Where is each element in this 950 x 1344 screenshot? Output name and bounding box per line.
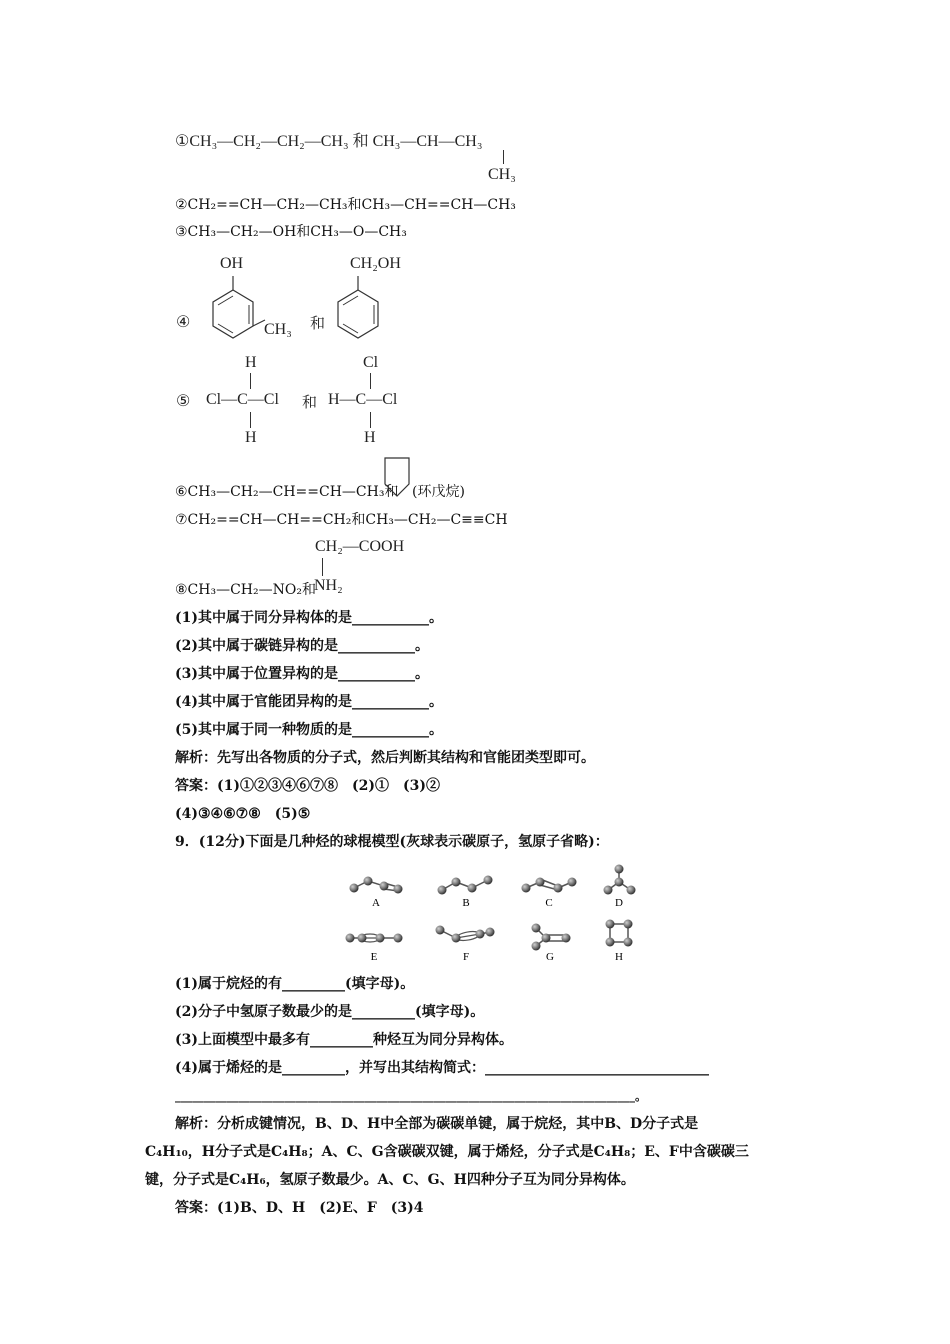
model-label-e: E — [370, 951, 378, 963]
formula-5-bond-tl — [250, 373, 251, 389]
formula-4-oh: OH — [220, 255, 244, 272]
formula-5-bond-tr — [370, 373, 371, 389]
formula-5-top-left: H — [245, 354, 257, 371]
formula-6-note: (环戊烷) — [412, 484, 465, 500]
model-d-icon — [604, 865, 636, 895]
q9-title: 9．(12分)下面是几种烃的球棍模型(灰球表示碳原子，氢原子省略)： — [175, 834, 609, 850]
model-label-d: D — [615, 897, 623, 909]
formula-7: ⑦CH₂==CH—CH==CH₂和CH₃—CH₂—C≡≡CH — [175, 512, 508, 528]
q8-item-2: (2)其中属于碳链异构的是___________。 — [175, 638, 429, 654]
q8-item-1: (1)其中属于同分异构体的是___________。 — [175, 610, 443, 626]
formula-5-number: ⑤ — [176, 393, 191, 410]
q8-item-5: (5)其中属于同一种物质的是___________。 — [175, 722, 443, 738]
formula-4-number: ④ — [176, 314, 191, 331]
formula-8-top: CH₂—COOH — [315, 538, 405, 555]
q9-analysis-2: C₄H₁₀，H分子式是C₄H₈；A、C、G含碳碳双键，属于烯烃，分子式是C₄H₈；E、F中含碳碳三 — [145, 1144, 749, 1160]
model-b-icon — [438, 876, 493, 895]
q9-blank-line: ________________________________________________________________________________。 — [175, 1089, 647, 1103]
model-label-g: G — [546, 951, 554, 963]
formula-4-ch3: CH₃ — [264, 321, 292, 338]
q8-item-4: (4)其中属于官能团异构的是___________。 — [175, 694, 443, 710]
q8-answer-2: (4)③④⑥⑦⑧ (5)⑤ — [175, 806, 311, 822]
formula-8: ⑧CH₃—CH₂—NO₂和 — [175, 582, 316, 598]
model-e-icon — [346, 934, 403, 943]
formula-2: ②CH₂==CH—CH₂—CH₃和CH₃—CH==CH—CH₃ — [175, 197, 516, 213]
model-label-b: B — [462, 897, 470, 909]
formula-4-and: 和 — [310, 316, 326, 332]
formula-6: ⑥CH₃—CH₂—CH==CH—CH₃和 — [175, 484, 399, 500]
q9-analysis-1: 解析：分析成键情况，B、D、H中全部为碳碳单键，属于烷烃，其中B、D分子式是 — [175, 1116, 699, 1132]
model-g-icon — [532, 924, 571, 951]
model-label-c: C — [545, 897, 553, 909]
cyclopentane-icon — [382, 456, 412, 500]
formula-8-bond — [322, 558, 323, 576]
formula-1-branch: CH₃ — [488, 166, 516, 183]
formula-5-bottom-left: H — [245, 429, 257, 446]
model-a-icon — [350, 877, 403, 894]
q8-item-3: (3)其中属于位置异构的是___________。 — [175, 666, 429, 682]
formula-3: ③CH₃—CH₂—OH和CH₃—O—CH₃ — [175, 224, 407, 240]
model-label-f: F — [462, 951, 470, 963]
formula-1-bond — [503, 150, 504, 164]
formula-5-and: 和 — [302, 395, 318, 411]
model-f-icon — [436, 926, 495, 943]
formula-1: ①CH₃—CH₂—CH₂—CH₃ 和 CH₃—CH—CH₃ — [175, 133, 483, 150]
model-label-a: A — [372, 897, 380, 909]
model-c-icon — [522, 878, 577, 893]
formula-5-bottom-right: H — [364, 429, 376, 446]
formula-5-bond-bl — [250, 412, 251, 428]
formula-4-benzene-right — [320, 268, 400, 348]
formula-5-bond-br — [370, 412, 371, 428]
model-h-icon — [606, 920, 633, 947]
q9-analysis-3: 键，分子式是C₄H₆，氢原子数最少。A、C、G、H四种分子互为同分异构体。 — [145, 1172, 635, 1188]
formula-8-nh2: NH₂ — [314, 577, 343, 594]
q9-item-1: (1)属于烷烃的有_________(填字母)。 — [175, 976, 415, 992]
q8-answer-1: 答案：(1)①②③④⑥⑦⑧ (2)① (3)② — [175, 778, 440, 794]
ball-stick-models — [340, 860, 650, 970]
q9-item-2: (2)分子中氢原子数最少的是_________(填字母)。 — [175, 1004, 485, 1020]
formula-5-right: H—C—Cl — [328, 391, 398, 408]
formula-4-ch2oh: CH₂OH — [350, 255, 401, 272]
model-label-h: H — [615, 951, 623, 963]
q9-item-4: (4)属于烯烃的是_________，并写出其结构简式：________________________________ — [175, 1060, 709, 1076]
formula-5-top-right: Cl — [363, 354, 379, 371]
formula-5-left: Cl—C—Cl — [206, 391, 279, 408]
q9-answer: 答案：(1)B、D、H (2)E、F (3)4 — [175, 1200, 424, 1216]
q9-item-3: (3)上面模型中最多有_________种烃互为同分异构体。 — [175, 1032, 513, 1048]
q8-analysis: 解析：先写出各物质的分子式，然后判断其结构和官能团类型即可。 — [175, 750, 595, 766]
